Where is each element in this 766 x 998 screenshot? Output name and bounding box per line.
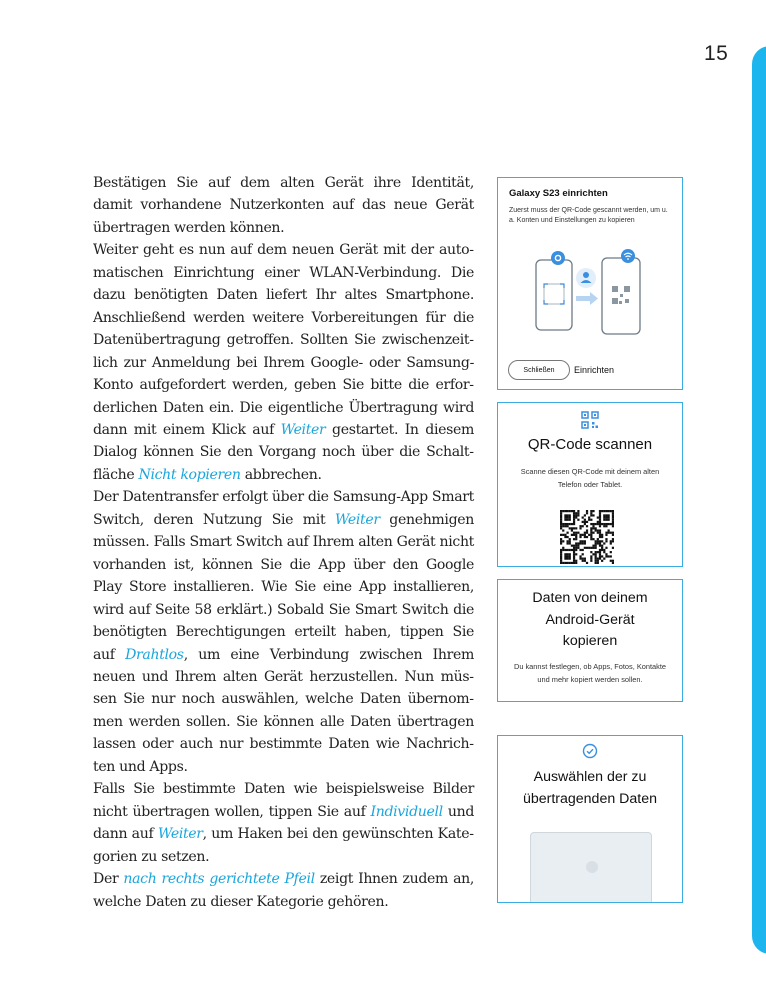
page-number: 15: [704, 42, 729, 65]
select-data-title: Auswählen der zu übertragenden Daten: [522, 769, 658, 807]
paragraph-wlan: [93, 239, 474, 486]
wifi-icon: [621, 249, 635, 263]
qr-code-icon: [498, 411, 682, 434]
phone-transfer-illustration: [528, 244, 654, 354]
arrow-right-icon: [576, 292, 598, 305]
qr-scan-description: Scanne diesen QR-Code mit deinem alten Telefon oder Tablet.: [520, 467, 660, 489]
copy-data-title: Daten von deinem Android-Gerät kopieren: [532, 590, 648, 649]
device-preview-card: [530, 832, 652, 903]
screenshot-qr-scan: [497, 402, 683, 567]
setup-button[interactable]: Einrichten: [574, 365, 615, 375]
qr-code-image: [560, 510, 614, 564]
paragraph-text: zeigt Ihnen zudem an, welche Daten zu dieser Kategorie gehören.: [93, 871, 474, 910]
paragraph-text: genehmigen müssen. Falls Smart Switch auf Ihrem alten Gerät nicht vorhanden ist, können Sie die App über den Google Play Store installieren. Wie Sie eine App installieren, wird auf Seite 58 erklärt.) Sobald Sie Smart Switch die benötigten Berechtigungen erteilt haben, tippen Sie auf: [93, 511, 474, 663]
check-circle-icon: [498, 743, 682, 764]
paragraph-arrow: [93, 868, 474, 913]
device-preview-dot: [586, 861, 598, 873]
link-arrow[interactable]: nach rechts gerichtete Pfeil: [123, 871, 315, 888]
chapter-side-tab: [752, 46, 766, 954]
setup-description: Zuerst muss der QR-Code gescannt werden, um u. a. Konten und Einstellungen zu kopieren: [509, 207, 668, 224]
paragraph-text: , um eine Verbindung zwischen Ihrem neuen und Ihrem alten Gerät herzustellen. Nun müssen Sie nur noch auswählen, welche Daten übernommen werden sollen. Sie können alle Daten übertragen lassen oder auch nur bestimmte Daten wie Nachrichten und Apps.: [93, 646, 474, 775]
screenshot-setup: [497, 177, 683, 390]
paragraph-text: gestartet. In diesem Dialog können Sie den Vorgang noch über die Schaltfläche: [93, 421, 474, 483]
setup-title: Galaxy S23 einrichten: [509, 188, 608, 199]
paragraph-individuell: [93, 778, 474, 868]
paragraph-text: Der: [93, 871, 124, 888]
gear-icon: [551, 251, 565, 265]
copy-data-description: Du kannst festlegen, ob Apps, Fotos, Kontakte und mehr kopiert werden sollen.: [513, 662, 666, 684]
link-weiter[interactable]: Weiter: [280, 421, 326, 438]
paragraph-text: abbrechen.: [240, 466, 322, 483]
paragraph-identity: [93, 172, 474, 239]
screenshot-copy-data: [497, 579, 683, 702]
paragraph-text: , um Haken bei den gewünschten Kategorien zu setzen.: [93, 826, 474, 865]
link-drahtlos[interactable]: Drahtlos: [125, 646, 184, 663]
user-icon: [576, 268, 596, 288]
body-text: [93, 172, 474, 913]
paragraph-text: Bestätigen Sie auf dem alten Gerät ihre Identität, damit vorhandene Nutzerkonten auf das neue Gerät übertragen werden können.: [93, 175, 474, 236]
link-weiter[interactable]: Weiter: [157, 826, 203, 843]
paragraph-smart-switch: [93, 486, 474, 778]
paragraph-text: Der Datentransfer erfolgt über die Samsung-App Smart Switch, deren Nutzung Sie mit: [93, 489, 474, 528]
qr-scan-title: QR-Code scannen: [527, 436, 653, 453]
link-nicht-kopieren[interactable]: Nicht kopieren: [138, 466, 241, 483]
screenshot-select-data: [497, 735, 683, 903]
link-individuell[interactable]: Individuell: [370, 803, 443, 820]
paragraph-text: Falls Sie bestimmte Daten wie beispielsweise Bilder nicht übertragen wollen, tippen Sie auf: [93, 781, 474, 820]
paragraph-text: Weiter geht es nun auf dem neuen Gerät mit der automatischen Einrichtung einer WLAN-Verbindung. Die dazu benötigten Daten liefert Ihr altes Smartphone. Anschließend werden weitere Vorbereitungen für die Datenübertragung getroffen. Sollten Sie zwischenzeitlich zur Anmeldung bei Ihrem Google- oder Samsung-Konto aufgefordert werden, geben Sie bitte die erforderlichen Daten ein. Die eigentliche Übertragung wird dann mit einem Klick auf: [93, 242, 474, 438]
close-button[interactable]: Schließen: [508, 360, 570, 380]
link-weiter[interactable]: Weiter: [334, 511, 380, 528]
paragraph-text: und dann auf: [93, 803, 474, 843]
